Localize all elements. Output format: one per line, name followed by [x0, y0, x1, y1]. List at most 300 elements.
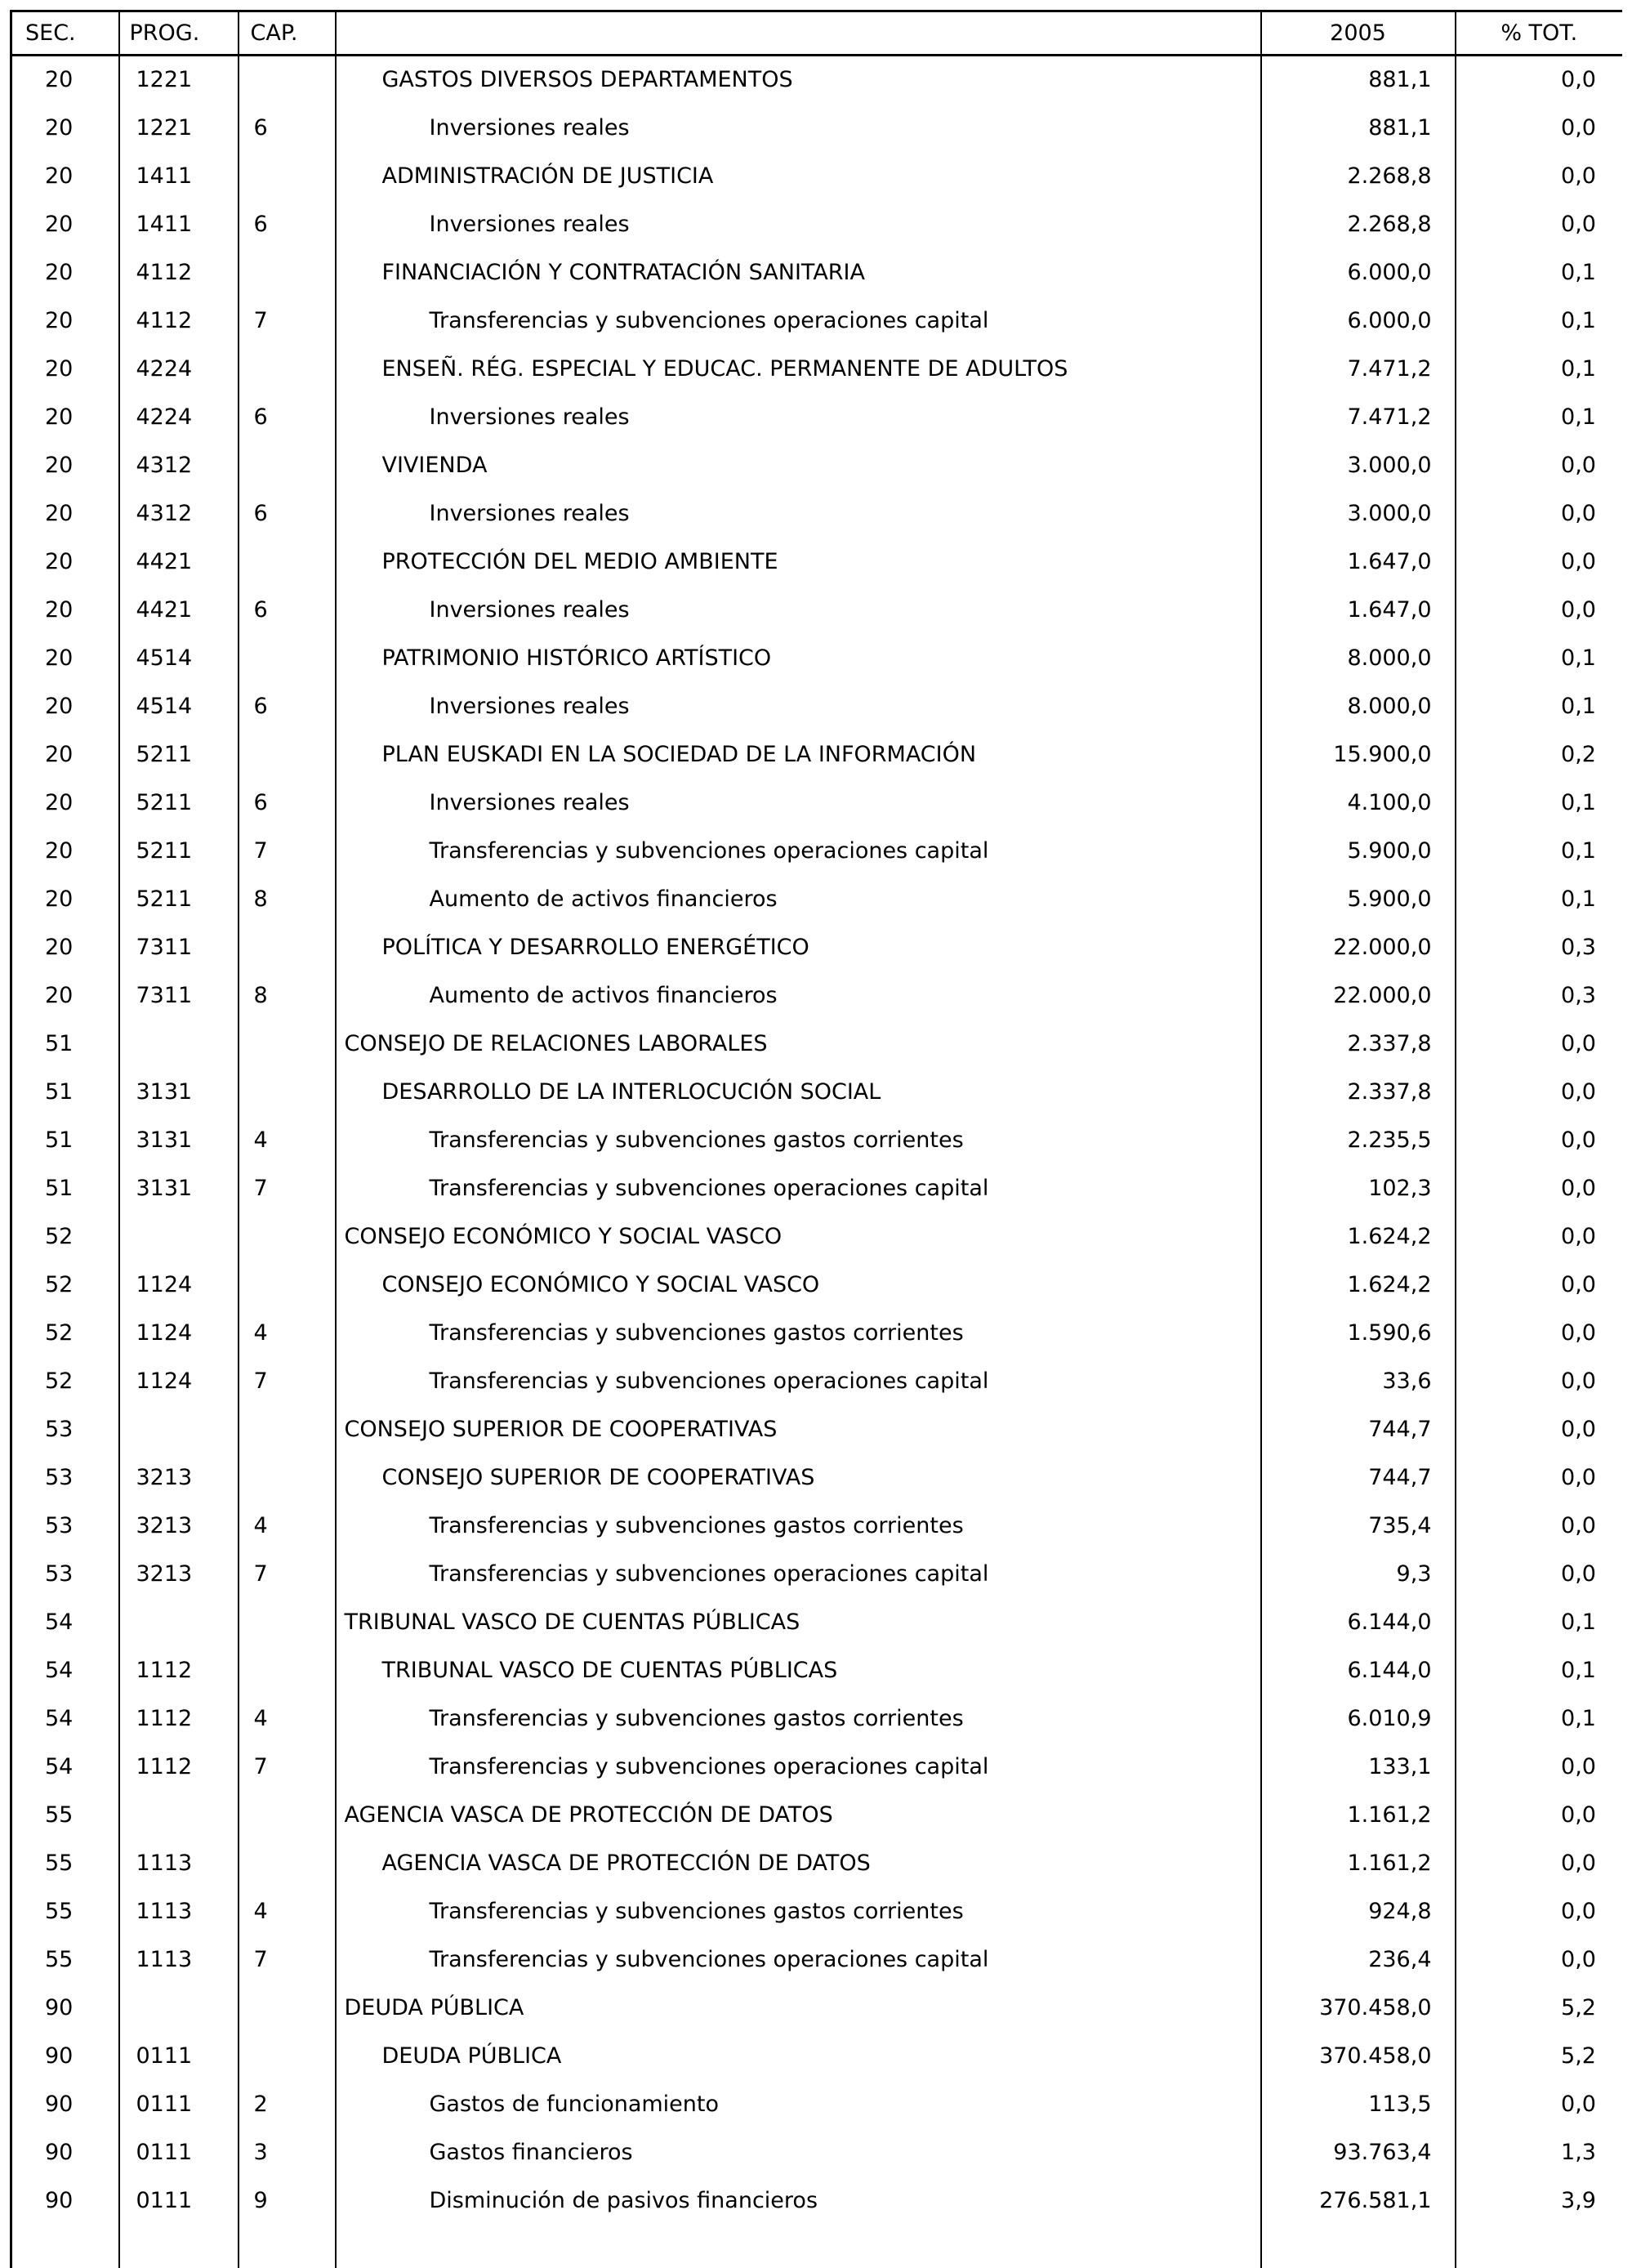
cell-amount-2005: 15.900,0 — [1261, 730, 1456, 779]
cell-pct-total: 0,0 — [1456, 1935, 1623, 1984]
cell-amount-2005: 8.000,0 — [1261, 634, 1456, 682]
cell-amount-2005 — [1261, 2225, 1456, 2268]
cell-description: Gastos financieros — [336, 2128, 1261, 2176]
cell-prog: 3213 — [119, 1502, 239, 1550]
cell-amount-2005: 9,3 — [1261, 1550, 1456, 1598]
cell-sec: 90 — [11, 2128, 119, 2176]
cell-sec: 20 — [11, 200, 119, 248]
cell-description: Inversiones reales — [336, 104, 1261, 152]
cell-cap: 4 — [239, 1694, 336, 1743]
cell-amount-2005: 6.144,0 — [1261, 1598, 1456, 1646]
cell-amount-2005: 1.161,2 — [1261, 1839, 1456, 1887]
cell-pct-total: 3,9 — [1456, 2176, 1623, 2225]
cell-sec: 52 — [11, 1212, 119, 1261]
cell-pct-total: 0,1 — [1456, 1694, 1623, 1743]
budget-table — [10, 10, 1622, 2268]
cell-cap — [239, 2032, 336, 2080]
cell-cap — [239, 345, 336, 393]
cell-pct-total: 0,0 — [1456, 441, 1623, 489]
cell-pct-total: 0,1 — [1456, 1598, 1623, 1646]
cell-sec: 54 — [11, 1743, 119, 1791]
cell-cap — [239, 634, 336, 682]
cell-pct-total: 0,0 — [1456, 1502, 1623, 1550]
column-header-pct-total: % TOT. — [1456, 11, 1623, 56]
cell-cap — [239, 1598, 336, 1646]
budget-table-container — [10, 10, 1622, 2268]
cell-sec: 53 — [11, 1453, 119, 1502]
cell-sec: 20 — [11, 393, 119, 441]
cell-prog: 1112 — [119, 1646, 239, 1694]
cell-description: Inversiones reales — [336, 586, 1261, 634]
cell-sec: 54 — [11, 1598, 119, 1646]
cell-prog: 5211 — [119, 779, 239, 827]
cell-prog: 5211 — [119, 730, 239, 779]
cell-description: CONSEJO ECONÓMICO Y SOCIAL VASCO — [336, 1212, 1261, 1261]
cell-amount-2005: 7.471,2 — [1261, 393, 1456, 441]
cell-description: PATRIMONIO HISTÓRICO ARTÍSTICO — [336, 634, 1261, 682]
cell-description: Disminución de pasivos financieros — [336, 2176, 1261, 2225]
table-row — [11, 1887, 1623, 1935]
cell-cap — [239, 1212, 336, 1261]
cell-prog: 3213 — [119, 1550, 239, 1598]
cell-amount-2005: 7.471,2 — [1261, 345, 1456, 393]
table-row — [11, 393, 1623, 441]
cell-pct-total: 0,1 — [1456, 779, 1623, 827]
cell-prog: 0111 — [119, 2080, 239, 2128]
cell-sec: 53 — [11, 1405, 119, 1453]
cell-cap — [239, 2225, 336, 2268]
cell-sec: 20 — [11, 56, 119, 104]
table-row — [11, 1935, 1623, 1984]
cell-prog: 1113 — [119, 1887, 239, 1935]
table-row — [11, 1357, 1623, 1405]
cell-sec: 20 — [11, 248, 119, 297]
cell-pct-total: 0,0 — [1456, 1309, 1623, 1357]
cell-prog: 3131 — [119, 1116, 239, 1164]
cell-amount-2005: 924,8 — [1261, 1887, 1456, 1935]
cell-cap: 6 — [239, 200, 336, 248]
cell-sec: 55 — [11, 1791, 119, 1839]
cell-description: PLAN EUSKADI EN LA SOCIEDAD DE LA INFORMACIÓN — [336, 730, 1261, 779]
cell-cap — [239, 152, 336, 200]
column-header-sec: SEC. — [11, 11, 119, 56]
cell-pct-total: 0,3 — [1456, 923, 1623, 971]
table-row — [11, 1743, 1623, 1791]
cell-pct-total: 0,0 — [1456, 1791, 1623, 1839]
cell-prog: 1112 — [119, 1694, 239, 1743]
cell-sec: 20 — [11, 827, 119, 875]
cell-amount-2005: 1.590,6 — [1261, 1309, 1456, 1357]
cell-description: Transferencias y subvenciones gastos corrientes — [336, 1887, 1261, 1935]
table-row — [11, 1020, 1623, 1068]
cell-sec: 52 — [11, 1357, 119, 1405]
table-row — [11, 1550, 1623, 1598]
cell-amount-2005: 370.458,0 — [1261, 2032, 1456, 2080]
cell-description: Transferencias y subvenciones operaciones capital — [336, 1743, 1261, 1791]
table-row — [11, 200, 1623, 248]
cell-prog: 0111 — [119, 2176, 239, 2225]
cell-sec: 20 — [11, 104, 119, 152]
cell-cap: 6 — [239, 393, 336, 441]
cell-description: POLÍTICA Y DESARROLLO ENERGÉTICO — [336, 923, 1261, 971]
cell-prog: 0111 — [119, 2128, 239, 2176]
cell-prog — [119, 1212, 239, 1261]
cell-prog — [119, 1405, 239, 1453]
cell-description: FINANCIACIÓN Y CONTRATACIÓN SANITARIA — [336, 248, 1261, 297]
table-row — [11, 730, 1623, 779]
table-row — [11, 2225, 1623, 2268]
cell-amount-2005: 2.235,5 — [1261, 1116, 1456, 1164]
table-row — [11, 1116, 1623, 1164]
cell-sec: 20 — [11, 538, 119, 586]
table-row — [11, 441, 1623, 489]
cell-prog: 3213 — [119, 1453, 239, 1502]
cell-cap — [239, 56, 336, 104]
cell-prog: 4112 — [119, 248, 239, 297]
cell-description: CONSEJO SUPERIOR DE COOPERATIVAS — [336, 1405, 1261, 1453]
cell-prog: 4421 — [119, 586, 239, 634]
cell-description: Inversiones reales — [336, 779, 1261, 827]
column-header-prog: PROG. — [119, 11, 239, 56]
cell-pct-total: 0,0 — [1456, 1887, 1623, 1935]
cell-description: TRIBUNAL VASCO DE CUENTAS PÚBLICAS — [336, 1598, 1261, 1646]
table-row — [11, 1502, 1623, 1550]
cell-prog: 4514 — [119, 634, 239, 682]
cell-pct-total: 0,1 — [1456, 248, 1623, 297]
cell-cap — [239, 1646, 336, 1694]
cell-sec: 55 — [11, 1887, 119, 1935]
cell-cap — [239, 441, 336, 489]
table-row — [11, 971, 1623, 1020]
cell-amount-2005: 22.000,0 — [1261, 923, 1456, 971]
cell-pct-total: 0,0 — [1456, 538, 1623, 586]
cell-description: CONSEJO ECONÓMICO Y SOCIAL VASCO — [336, 1261, 1261, 1309]
cell-cap: 6 — [239, 104, 336, 152]
cell-cap — [239, 248, 336, 297]
cell-cap — [239, 538, 336, 586]
cell-sec: 53 — [11, 1550, 119, 1598]
cell-prog: 5211 — [119, 875, 239, 923]
cell-description: ADMINISTRACIÓN DE JUSTICIA — [336, 152, 1261, 200]
cell-pct-total: 0,0 — [1456, 489, 1623, 538]
cell-pct-total: 0,2 — [1456, 730, 1623, 779]
cell-amount-2005: 33,6 — [1261, 1357, 1456, 1405]
cell-sec: 52 — [11, 1309, 119, 1357]
cell-sec: 51 — [11, 1020, 119, 1068]
cell-pct-total: 0,3 — [1456, 971, 1623, 1020]
table-row — [11, 538, 1623, 586]
table-row — [11, 152, 1623, 200]
cell-amount-2005: 881,1 — [1261, 56, 1456, 104]
cell-amount-2005: 2.337,8 — [1261, 1068, 1456, 1116]
cell-description: Transferencias y subvenciones gastos corrientes — [336, 1116, 1261, 1164]
table-row — [11, 2080, 1623, 2128]
cell-cap: 4 — [239, 1887, 336, 1935]
cell-prog: 4312 — [119, 441, 239, 489]
cell-sec: 20 — [11, 971, 119, 1020]
cell-sec: 20 — [11, 634, 119, 682]
cell-pct-total: 0,0 — [1456, 586, 1623, 634]
table-row — [11, 489, 1623, 538]
cell-pct-total — [1456, 2225, 1623, 2268]
table-row — [11, 1598, 1623, 1646]
cell-pct-total: 0,1 — [1456, 1646, 1623, 1694]
cell-cap — [239, 1020, 336, 1068]
cell-prog: 4224 — [119, 345, 239, 393]
cell-sec: 90 — [11, 2176, 119, 2225]
table-row — [11, 634, 1623, 682]
table-row — [11, 104, 1623, 152]
cell-pct-total: 0,0 — [1456, 1261, 1623, 1309]
cell-prog — [119, 2225, 239, 2268]
table-row — [11, 1405, 1623, 1453]
cell-amount-2005: 113,5 — [1261, 2080, 1456, 2128]
cell-sec: 20 — [11, 152, 119, 200]
cell-cap: 6 — [239, 682, 336, 730]
cell-amount-2005: 6.010,9 — [1261, 1694, 1456, 1743]
cell-cap — [239, 1984, 336, 2032]
cell-amount-2005: 6.144,0 — [1261, 1646, 1456, 1694]
cell-cap: 4 — [239, 1502, 336, 1550]
cell-cap: 6 — [239, 586, 336, 634]
cell-amount-2005: 2.337,8 — [1261, 1020, 1456, 1068]
cell-sec: 55 — [11, 1839, 119, 1887]
cell-pct-total: 0,0 — [1456, 104, 1623, 152]
cell-cap: 7 — [239, 1743, 336, 1791]
table-row — [11, 297, 1623, 345]
cell-sec: 54 — [11, 1694, 119, 1743]
cell-sec — [11, 2225, 119, 2268]
cell-description: CONSEJO SUPERIOR DE COOPERATIVAS — [336, 1453, 1261, 1502]
cell-amount-2005: 8.000,0 — [1261, 682, 1456, 730]
cell-amount-2005: 2.268,8 — [1261, 200, 1456, 248]
cell-sec: 54 — [11, 1646, 119, 1694]
cell-prog: 1124 — [119, 1357, 239, 1405]
cell-prog — [119, 1020, 239, 1068]
cell-prog — [119, 1598, 239, 1646]
cell-amount-2005: 276.581,1 — [1261, 2176, 1456, 2225]
cell-amount-2005: 735,4 — [1261, 1502, 1456, 1550]
cell-prog: 4112 — [119, 297, 239, 345]
cell-pct-total: 0,0 — [1456, 1743, 1623, 1791]
cell-prog: 4514 — [119, 682, 239, 730]
cell-sec: 55 — [11, 1935, 119, 1984]
cell-pct-total: 0,0 — [1456, 2080, 1623, 2128]
cell-cap: 7 — [239, 1550, 336, 1598]
cell-description: VIVIENDA — [336, 441, 1261, 489]
table-row — [11, 827, 1623, 875]
cell-description: TRIBUNAL VASCO DE CUENTAS PÚBLICAS — [336, 1646, 1261, 1694]
cell-prog: 1113 — [119, 1935, 239, 1984]
cell-prog: 1411 — [119, 152, 239, 200]
cell-description: AGENCIA VASCA DE PROTECCIÓN DE DATOS — [336, 1839, 1261, 1887]
cell-sec: 90 — [11, 2032, 119, 2080]
cell-pct-total: 0,1 — [1456, 297, 1623, 345]
cell-sec: 20 — [11, 586, 119, 634]
cell-pct-total: 0,0 — [1456, 1068, 1623, 1116]
cell-description: Transferencias y subvenciones gastos corrientes — [336, 1309, 1261, 1357]
cell-cap — [239, 730, 336, 779]
table-body — [11, 56, 1623, 2268]
cell-sec: 20 — [11, 923, 119, 971]
cell-pct-total: 0,1 — [1456, 682, 1623, 730]
column-header-cap: CAP. — [239, 11, 336, 56]
cell-prog: 1124 — [119, 1261, 239, 1309]
cell-cap: 4 — [239, 1309, 336, 1357]
cell-description: Transferencias y subvenciones gastos corrientes — [336, 1694, 1261, 1743]
cell-description: Transferencias y subvenciones operaciones capital — [336, 1357, 1261, 1405]
cell-description: Inversiones reales — [336, 393, 1261, 441]
table-row — [11, 2128, 1623, 2176]
cell-amount-2005: 6.000,0 — [1261, 297, 1456, 345]
cell-pct-total: 0,0 — [1456, 1164, 1623, 1212]
table-row — [11, 1212, 1623, 1261]
cell-pct-total: 0,1 — [1456, 345, 1623, 393]
cell-sec: 20 — [11, 730, 119, 779]
cell-prog: 7311 — [119, 971, 239, 1020]
cell-description: Transferencias y subvenciones operaciones capital — [336, 1550, 1261, 1598]
cell-amount-2005: 4.100,0 — [1261, 779, 1456, 827]
cell-sec: 90 — [11, 1984, 119, 2032]
cell-description: Inversiones reales — [336, 489, 1261, 538]
cell-description: CONSEJO DE RELACIONES LABORALES — [336, 1020, 1261, 1068]
cell-prog: 1112 — [119, 1743, 239, 1791]
cell-description: Transferencias y subvenciones operaciones capital — [336, 827, 1261, 875]
cell-cap — [239, 1068, 336, 1116]
cell-prog — [119, 1984, 239, 2032]
cell-description: Transferencias y subvenciones gastos corrientes — [336, 1502, 1261, 1550]
cell-amount-2005: 3.000,0 — [1261, 489, 1456, 538]
cell-sec: 90 — [11, 2080, 119, 2128]
cell-prog: 7311 — [119, 923, 239, 971]
cell-cap: 8 — [239, 971, 336, 1020]
cell-description: Transferencias y subvenciones operaciones capital — [336, 1935, 1261, 1984]
table-row — [11, 682, 1623, 730]
cell-cap: 7 — [239, 1357, 336, 1405]
header-row — [11, 11, 1623, 56]
cell-cap: 2 — [239, 2080, 336, 2128]
cell-sec: 51 — [11, 1164, 119, 1212]
cell-pct-total: 0,1 — [1456, 634, 1623, 682]
cell-prog: 4312 — [119, 489, 239, 538]
table-row — [11, 345, 1623, 393]
cell-amount-2005: 1.624,2 — [1261, 1212, 1456, 1261]
cell-prog: 5211 — [119, 827, 239, 875]
cell-cap: 7 — [239, 827, 336, 875]
cell-description: DESARROLLO DE LA INTERLOCUCIÓN SOCIAL — [336, 1068, 1261, 1116]
cell-prog: 0111 — [119, 2032, 239, 2080]
cell-cap: 3 — [239, 2128, 336, 2176]
cell-pct-total: 1,3 — [1456, 2128, 1623, 2176]
cell-amount-2005: 744,7 — [1261, 1405, 1456, 1453]
cell-sec: 20 — [11, 297, 119, 345]
cell-description: DEUDA PÚBLICA — [336, 1984, 1261, 2032]
cell-sec: 20 — [11, 345, 119, 393]
cell-description: AGENCIA VASCA DE PROTECCIÓN DE DATOS — [336, 1791, 1261, 1839]
cell-sec: 20 — [11, 441, 119, 489]
cell-amount-2005: 22.000,0 — [1261, 971, 1456, 1020]
cell-sec: 51 — [11, 1116, 119, 1164]
table-row — [11, 56, 1623, 104]
table-row — [11, 248, 1623, 297]
cell-prog: 4224 — [119, 393, 239, 441]
table-row — [11, 2176, 1623, 2225]
cell-cap — [239, 1261, 336, 1309]
cell-cap: 7 — [239, 1935, 336, 1984]
table-row — [11, 586, 1623, 634]
cell-amount-2005: 93.763,4 — [1261, 2128, 1456, 2176]
cell-pct-total: 0,0 — [1456, 1116, 1623, 1164]
cell-sec: 20 — [11, 682, 119, 730]
cell-prog: 1124 — [119, 1309, 239, 1357]
cell-amount-2005: 881,1 — [1261, 104, 1456, 152]
table-row — [11, 1309, 1623, 1357]
cell-prog: 1221 — [119, 104, 239, 152]
cell-pct-total: 0,1 — [1456, 827, 1623, 875]
cell-sec: 52 — [11, 1261, 119, 1309]
table-row — [11, 1164, 1623, 1212]
cell-description: ENSEÑ. RÉG. ESPECIAL Y EDUCAC. PERMANENTE DE ADULTOS — [336, 345, 1261, 393]
cell-cap: 6 — [239, 489, 336, 538]
cell-amount-2005: 2.268,8 — [1261, 152, 1456, 200]
cell-amount-2005: 133,1 — [1261, 1743, 1456, 1791]
cell-prog — [119, 1791, 239, 1839]
table-row — [11, 779, 1623, 827]
cell-amount-2005: 744,7 — [1261, 1453, 1456, 1502]
cell-pct-total: 0,0 — [1456, 1212, 1623, 1261]
cell-pct-total: 0,0 — [1456, 1357, 1623, 1405]
cell-cap: 7 — [239, 297, 336, 345]
cell-cap: 6 — [239, 779, 336, 827]
cell-prog: 1411 — [119, 200, 239, 248]
cell-pct-total: 0,0 — [1456, 152, 1623, 200]
table-row — [11, 1984, 1623, 2032]
cell-description: Inversiones reales — [336, 682, 1261, 730]
cell-cap: 9 — [239, 2176, 336, 2225]
cell-prog: 1113 — [119, 1839, 239, 1887]
cell-prog: 3131 — [119, 1068, 239, 1116]
cell-amount-2005: 102,3 — [1261, 1164, 1456, 1212]
cell-pct-total: 0,0 — [1456, 1453, 1623, 1502]
column-header-description — [336, 11, 1261, 56]
cell-amount-2005: 236,4 — [1261, 1935, 1456, 1984]
table-row — [11, 1694, 1623, 1743]
cell-sec: 51 — [11, 1068, 119, 1116]
cell-description: Inversiones reales — [336, 200, 1261, 248]
cell-description: DEUDA PÚBLICA — [336, 2032, 1261, 2080]
cell-description: PROTECCIÓN DEL MEDIO AMBIENTE — [336, 538, 1261, 586]
cell-cap — [239, 923, 336, 971]
cell-description — [336, 2225, 1261, 2268]
cell-amount-2005: 1.647,0 — [1261, 586, 1456, 634]
cell-pct-total: 5,2 — [1456, 1984, 1623, 2032]
table-row — [11, 923, 1623, 971]
table-row — [11, 1453, 1623, 1502]
cell-pct-total: 0,0 — [1456, 1020, 1623, 1068]
table-row — [11, 2032, 1623, 2080]
table-row — [11, 875, 1623, 923]
cell-amount-2005: 3.000,0 — [1261, 441, 1456, 489]
table-row — [11, 1791, 1623, 1839]
cell-sec: 20 — [11, 779, 119, 827]
cell-description: Gastos de funcionamiento — [336, 2080, 1261, 2128]
cell-prog: 4421 — [119, 538, 239, 586]
table-row — [11, 1068, 1623, 1116]
cell-sec: 53 — [11, 1502, 119, 1550]
cell-cap: 7 — [239, 1164, 336, 1212]
cell-cap — [239, 1839, 336, 1887]
cell-amount-2005: 6.000,0 — [1261, 248, 1456, 297]
